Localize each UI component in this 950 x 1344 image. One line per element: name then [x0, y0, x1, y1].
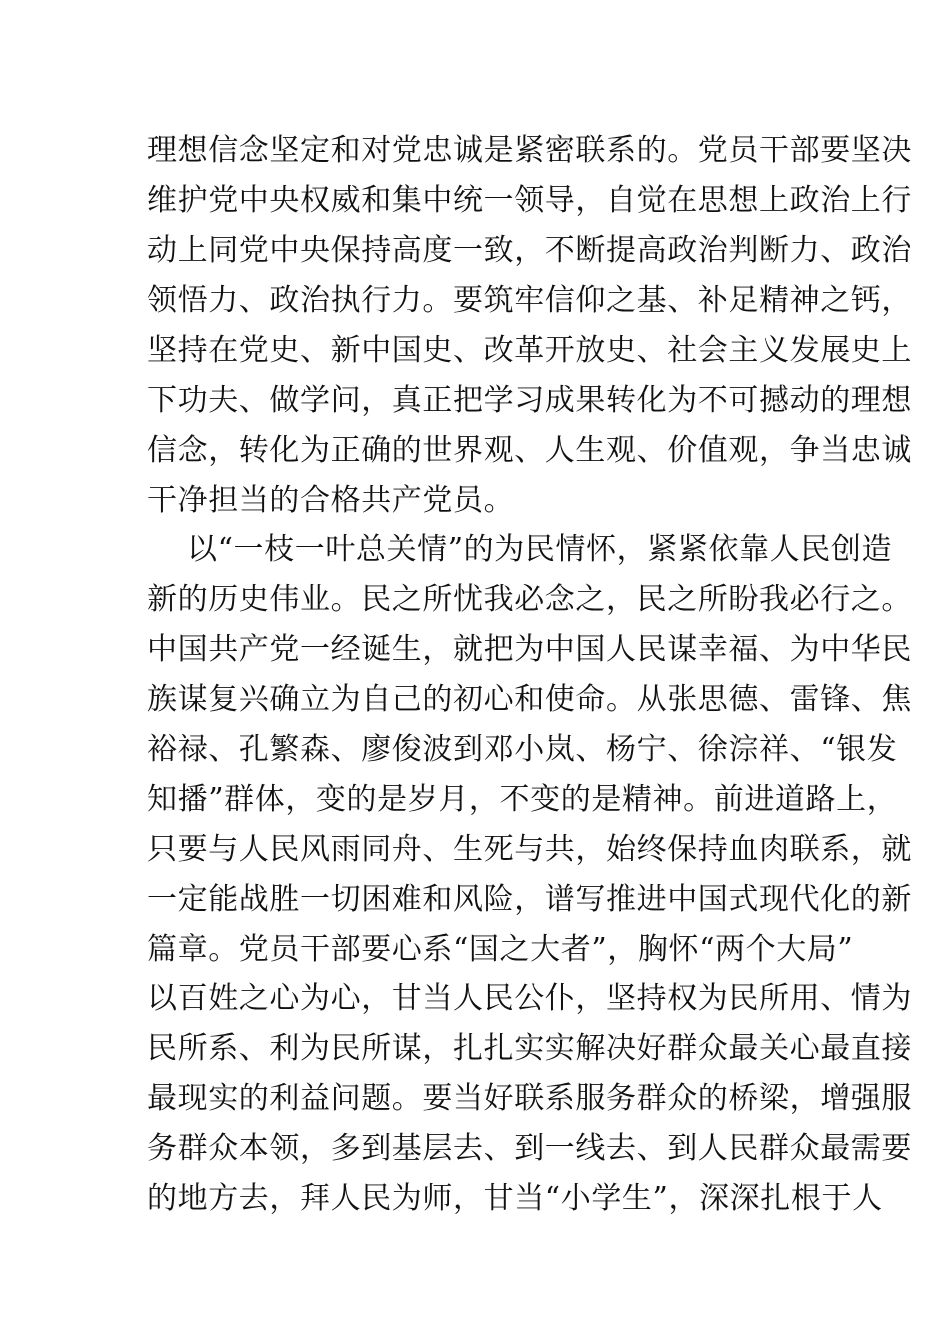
text-line: 领悟力、政治执行力。要筑牢信仰之基、补足精神之钙， — [147, 283, 912, 318]
text-line: 坚持在党史、新中国史、改革开放史、社会主义发展史上 — [147, 333, 912, 368]
text-line: 只要与人民风雨同舟、生死与共，始终保持血肉联系，就 — [147, 832, 912, 867]
text-line: 裕禄、孔繁森、廖俊波到邓小岚、杨宁、徐淙祥、“银发 — [147, 732, 898, 767]
paragraph-first-line: 以“一枝一叶总关情”的为民情怀，紧紧依靠人民创造 — [187, 532, 893, 567]
text-line: 下功夫、做学问，真正把学习成果转化为不可撼动的理想 — [147, 383, 912, 418]
text-line: 信念，转化为正确的世界观、人生观、价值观，争当忠诚 — [147, 433, 912, 468]
text-line: 动上同党中央保持高度一致，不断提高政治判断力、政治 — [147, 233, 912, 268]
text-line: 维护党中央权威和集中统一领导，自觉在思想上政治上行 — [147, 183, 912, 218]
text-line: 理想信念坚定和对党忠诚是紧密联系的。党员干部要坚决 — [147, 133, 912, 168]
text-line: 民所系、利为民所谋，扎扎实实解决好群众最关心最直接 — [147, 1031, 912, 1066]
text-line: 务群众本领，多到基层去、到一线去、到人民群众最需要 — [147, 1131, 912, 1166]
text-line: 以百姓之心为心，甘当人民公仆，坚持权为民所用、情为 — [147, 981, 912, 1016]
text-line: 干净担当的合格共产党员。 — [147, 483, 515, 518]
text-line: 篇章。党员干部要心系“国之大者”，胸怀“两个大局” — [147, 932, 854, 967]
text-line: 知播”群体，变的是岁月，不变的是精神。前进道路上， — [147, 782, 898, 817]
text-line: 一定能战胜一切困难和风险，谱写推进中国式现代化的新 — [147, 882, 912, 917]
text-line: 新的历史伟业。民之所忧我必念之，民之所盼我必行之。 — [147, 582, 912, 617]
text-line: 的地方去，拜人民为师，甘当“小学生”，深深扎根于人 — [147, 1181, 883, 1216]
text-line: 中国共产党一经诞生，就把为中国人民谋幸福、为中华民 — [147, 632, 912, 667]
text-line: 最现实的利益问题。要当好联系服务群众的桥梁，增强服 — [147, 1081, 912, 1116]
text-line: 族谋复兴确立为自己的初心和使命。从张思德、雷锋、焦 — [147, 682, 912, 717]
